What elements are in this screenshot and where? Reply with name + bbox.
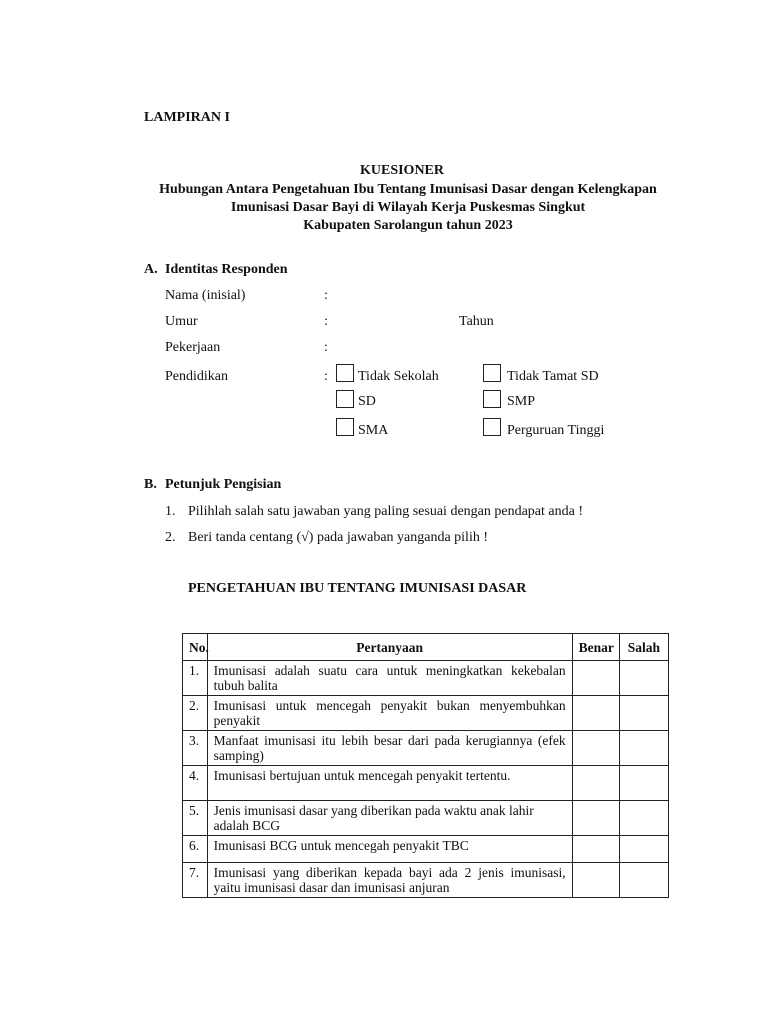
appendix-label: LAMPIRAN I <box>144 110 230 125</box>
answer-cell-benar[interactable] <box>572 731 619 766</box>
answer-cell-salah[interactable] <box>619 766 668 801</box>
question-text: Imunisasi untuk mencegah penyakit bukan menyembuhkan penyakit <box>207 696 572 731</box>
field-label-pendidikan: Pendidikan <box>165 369 228 384</box>
checkbox-perguruan-tinggi[interactable] <box>483 418 501 436</box>
subtitle-line-3: Kabupaten Sarolangun tahun 2023 <box>303 218 513 233</box>
question-text: Imunisasi BCG untuk mencegah penyakit TBC <box>207 836 572 863</box>
table-row <box>183 766 669 801</box>
row-number: 5. <box>183 801 208 836</box>
field-label-nama: Nama (inisial) <box>165 288 246 303</box>
questionnaire-table <box>182 633 669 898</box>
option-label-tidak-tamat-sd: Tidak Tamat SD <box>507 369 599 384</box>
answer-cell-salah[interactable] <box>619 661 668 696</box>
question-text: Imunisasi bertujuan untuk mencegah penyakit tertentu. <box>207 766 572 801</box>
row-number: 1. <box>183 661 208 696</box>
checkbox-tidak-sekolah[interactable] <box>336 364 354 382</box>
instruction-text: Pilihlah salah satu jawaban yang paling sesuai dengan pendapat anda ! <box>188 504 583 519</box>
colon-pekerjaan: : <box>324 340 328 355</box>
field-label-pekerjaan: Pekerjaan <box>165 340 221 355</box>
table-header-row <box>183 634 669 661</box>
umur-unit: Tahun <box>459 314 494 329</box>
checkbox-sd[interactable] <box>336 390 354 408</box>
section-b-marker: B. <box>144 477 157 492</box>
option-label-tidak-sekolah: Tidak Sekolah <box>358 369 439 384</box>
colon-pendidikan: : <box>324 369 328 384</box>
instruction-number: 1. <box>165 504 176 519</box>
checkbox-smp[interactable] <box>483 390 501 408</box>
checkbox-sma[interactable] <box>336 418 354 436</box>
option-label-perguruan-tinggi: Perguruan Tinggi <box>507 423 605 438</box>
header-no: No. <box>183 634 208 661</box>
instruction-text: Beri tanda centang (√) pada jawaban yanganda pilih ! <box>188 530 489 545</box>
subtitle-line-2: Imunisasi Dasar Bayi di Wilayah Kerja Puskesmas Singkut <box>230 200 586 215</box>
question-text: Jenis imunisasi dasar yang diberikan pada waktu anak lahir adalah BCG <box>207 801 572 836</box>
option-label-smp: SMP <box>507 394 536 409</box>
row-number: 7. <box>183 863 208 898</box>
page-title: KUESIONER <box>359 163 445 178</box>
row-number: 2. <box>183 696 208 731</box>
answer-cell-salah[interactable] <box>619 801 668 836</box>
answer-cell-benar[interactable] <box>572 696 619 731</box>
table-row <box>183 696 669 731</box>
option-label-sma: SMA <box>358 423 389 438</box>
option-label-sd: SD <box>358 394 376 409</box>
header-salah: Salah <box>619 634 668 661</box>
answer-cell-salah[interactable] <box>619 731 668 766</box>
answer-cell-benar[interactable] <box>572 766 619 801</box>
question-text: Manfaat imunisasi itu lebih besar dari pada kerugiannya (efek samping) <box>207 731 572 766</box>
table-title: PENGETAHUAN IBU TENTANG IMUNISASI DASAR <box>188 581 527 596</box>
answer-cell-benar[interactable] <box>572 836 619 863</box>
row-number: 3. <box>183 731 208 766</box>
answer-cell-salah[interactable] <box>619 696 668 731</box>
row-number: 4. <box>183 766 208 801</box>
table-row <box>183 863 669 898</box>
table-row <box>183 836 669 863</box>
table-row <box>183 731 669 766</box>
table-row <box>183 801 669 836</box>
question-text: Imunisasi yang diberikan kepada bayi ada 2 jenis imunisasi, yaitu imunisasi dasar dan imunisasi anjuran <box>207 863 572 898</box>
checkbox-tidak-tamat-sd[interactable] <box>483 364 501 382</box>
section-a-heading: Identitas Responden <box>165 262 288 277</box>
subtitle-line-1: Hubungan Antara Pengetahuan Ibu Tentang Imunisasi Dasar dengan Kelengkapan <box>159 182 657 197</box>
answer-cell-salah[interactable] <box>619 863 668 898</box>
header-question: Pertanyaan <box>207 634 572 661</box>
colon-nama: : <box>324 288 328 303</box>
row-number: 6. <box>183 836 208 863</box>
answer-cell-benar[interactable] <box>572 661 619 696</box>
answer-cell-benar[interactable] <box>572 863 619 898</box>
answer-cell-salah[interactable] <box>619 836 668 863</box>
section-b-heading: Petunjuk Pengisian <box>165 477 282 492</box>
question-text: Imunisasi adalah suatu cara untuk meningkatkan kekebalan tubuh balita <box>207 661 572 696</box>
answer-cell-benar[interactable] <box>572 801 619 836</box>
field-label-umur: Umur <box>165 314 198 329</box>
instruction-number: 2. <box>165 530 176 545</box>
colon-umur: : <box>324 314 328 329</box>
header-benar: Benar <box>572 634 619 661</box>
section-a-marker: A. <box>144 262 158 277</box>
table-row <box>183 661 669 696</box>
